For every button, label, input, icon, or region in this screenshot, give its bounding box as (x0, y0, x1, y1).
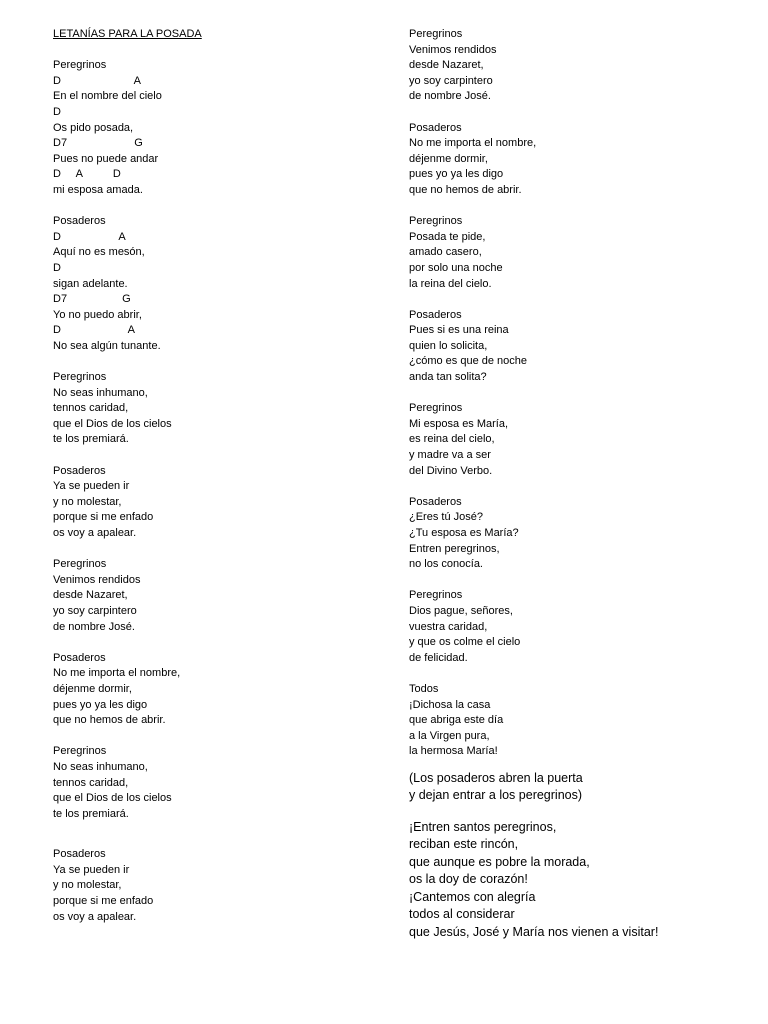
lyric-line: En el nombre del cielo (53, 90, 162, 103)
stanza (409, 401, 749, 479)
speaker-label: Peregrinos (53, 745, 107, 758)
speaker-label: Posaderos (409, 308, 462, 321)
lyric-line: y madre va a ser (409, 449, 491, 462)
lyric-line: por solo una noche (409, 261, 503, 274)
speaker-label: Posaderos (53, 651, 106, 664)
lyric-line: Venimos rendidos (53, 573, 141, 586)
lyric-line: tennos caridad, (53, 776, 129, 789)
speaker-label: Todos (409, 682, 439, 695)
stanza (409, 495, 749, 573)
chord-line: D (53, 105, 61, 118)
lyric-line: Pues no puede andar (53, 152, 159, 165)
lyric-line: Posada te pide, (409, 230, 486, 243)
speaker-label: Peregrinos (53, 59, 107, 72)
lyric-line: ¡Dichosa la casa (409, 698, 491, 711)
lyric-line: Ya se pueden ir (53, 863, 130, 876)
lyric-line: del Divino Verbo. (409, 464, 493, 477)
lyric-line: que Jesús, José y María nos vienen a visitar! (409, 924, 659, 939)
chord-line: D7 G (53, 137, 143, 150)
lyric-line: sigan adelante. (53, 277, 128, 290)
chord-line: D A (53, 74, 142, 87)
lyric-line: que aunque es pobre la morada, (409, 854, 590, 869)
speaker-label: Peregrinos (409, 28, 463, 40)
lyric-line: porque si me enfado (53, 895, 154, 908)
speaker-label: Peregrinos (53, 558, 107, 571)
speaker-label: Peregrinos (409, 215, 463, 228)
stanza (53, 58, 373, 198)
lyric-line: No sea algún tunante. (53, 339, 161, 352)
stanza (409, 308, 749, 386)
stanza (53, 214, 373, 354)
lyric-line: y no molestar, (53, 495, 122, 508)
lyric-line: anda tan solita? (409, 371, 487, 384)
lyric-line: la hermosa María! (409, 745, 498, 758)
speaker-label: Peregrinos (409, 589, 463, 602)
lyric-line: Mi esposa es María, (409, 417, 509, 430)
lyric-line: la reina del cielo. (409, 277, 492, 290)
lyric-line: No me importa el nombre, (409, 137, 537, 150)
lyric-line: ¿cómo es que de noche (409, 355, 528, 368)
lyric-line: a la Virgen pura, (409, 729, 490, 742)
stage-direction-line: (Los posaderos abren la puerta (409, 770, 583, 785)
lyric-line: yo soy carpintero (409, 74, 493, 87)
lyric-line: desde Nazaret, (53, 589, 128, 602)
document-title: LETANÍAS PARA LA POSADA (53, 28, 202, 40)
lyric-line: pues yo ya les digo (53, 698, 148, 711)
lyric-line: amado casero, (409, 246, 482, 259)
stanza (409, 27, 749, 105)
stanza (409, 121, 749, 199)
left-column (53, 27, 373, 925)
lyric-line: Aquí no es mesón, (53, 246, 145, 259)
lyric-line: de nombre José. (409, 90, 491, 103)
speaker-label: Peregrinos (53, 371, 107, 384)
lyric-line: que no hemos de abrir. (409, 183, 522, 196)
lyric-line: porque si me enfado (53, 511, 154, 524)
lyric-line: quien lo solicita, (409, 339, 488, 352)
speaker-label: Posaderos (409, 495, 462, 508)
chord-line: D7 G (53, 293, 131, 306)
lyric-line: déjenme dormir, (53, 682, 132, 695)
lyric-line: reciban este rincón, (409, 837, 519, 852)
final-verse (409, 819, 749, 942)
lyric-line: y que os colme el cielo (409, 636, 521, 649)
lyric-line: Yo no puedo abrir, (53, 308, 142, 321)
lyric-line: No me importa el nombre, (53, 667, 181, 680)
lyric-line: ¿Eres tú José? (409, 511, 483, 524)
lyric-line: Entren peregrinos, (409, 542, 500, 555)
speaker-label: Peregrinos (409, 402, 463, 415)
lyric-line: desde Nazaret, (409, 59, 484, 72)
lyric-line: pues yo ya les digo (409, 168, 504, 181)
stanza (53, 651, 373, 729)
lyric-line: yo soy carpintero (53, 604, 137, 617)
stage-direction (409, 770, 749, 805)
lyric-line: que no hemos de abrir. (53, 714, 166, 727)
lyric-line: te los premiará. (53, 433, 129, 446)
stanza (53, 557, 373, 635)
speaker-label: Posaderos (53, 464, 106, 477)
lyric-line: os la doy de corazón! (409, 872, 528, 887)
stage-direction-line: y dejan entrar a los peregrinos) (409, 788, 583, 803)
speaker-label: Posaderos (53, 848, 106, 861)
lyric-line: Dios pague, señores, (409, 604, 513, 617)
lyric-line: de nombre José. (53, 620, 135, 633)
lyric-line: te los premiará. (53, 807, 129, 820)
lyric-line: Ya se pueden ir (53, 480, 130, 493)
lyric-line: de felicidad. (409, 651, 468, 664)
stanza (409, 214, 749, 292)
lyric-line: es reina del cielo, (409, 433, 495, 446)
chord-line: D (53, 261, 61, 274)
lyric-line: Venimos rendidos (409, 43, 497, 56)
lyric-line: os voy a apalear. (53, 527, 137, 539)
stanza (53, 744, 373, 822)
lyric-line: que abriga este día (409, 714, 504, 727)
lyric-line: Pues si es una reina (409, 324, 509, 337)
lyric-line: ¡Cantemos con alegría (409, 889, 536, 904)
lyric-line: todos al considerar (409, 907, 515, 922)
stanza (409, 682, 749, 760)
lyric-line: vuestra caridad, (409, 620, 488, 633)
chord-line: D A (53, 324, 135, 337)
lyric-line: ¿Tu esposa es María? (409, 527, 519, 539)
stanza (53, 370, 373, 448)
lyric-line: y no molestar, (53, 879, 122, 892)
lyric-line: os voy a apalear. (53, 910, 137, 923)
chord-line: D A (53, 230, 126, 243)
lyric-line: déjenme dormir, (409, 152, 488, 165)
lyric-line: No seas inhumano, (53, 760, 148, 773)
right-column (409, 27, 749, 941)
lyric-line: no los conocía. (409, 558, 483, 571)
lyric-line: ¡Entren santos peregrinos, (409, 819, 557, 834)
chord-line: D A D (53, 168, 121, 181)
lyric-line: tennos caridad, (53, 402, 129, 415)
lyric-line: que el Dios de los cielos (53, 792, 172, 805)
lyric-line: Os pido posada, (53, 121, 134, 134)
stanza (53, 464, 373, 542)
stanza (409, 588, 749, 666)
stanza (53, 847, 373, 925)
lyric-line: No seas inhumano, (53, 386, 148, 399)
lyric-line: que el Dios de los cielos (53, 417, 172, 430)
speaker-label: Posaderos (53, 215, 106, 228)
lyric-line: mi esposa amada. (53, 183, 143, 196)
speaker-label: Posaderos (409, 121, 462, 134)
